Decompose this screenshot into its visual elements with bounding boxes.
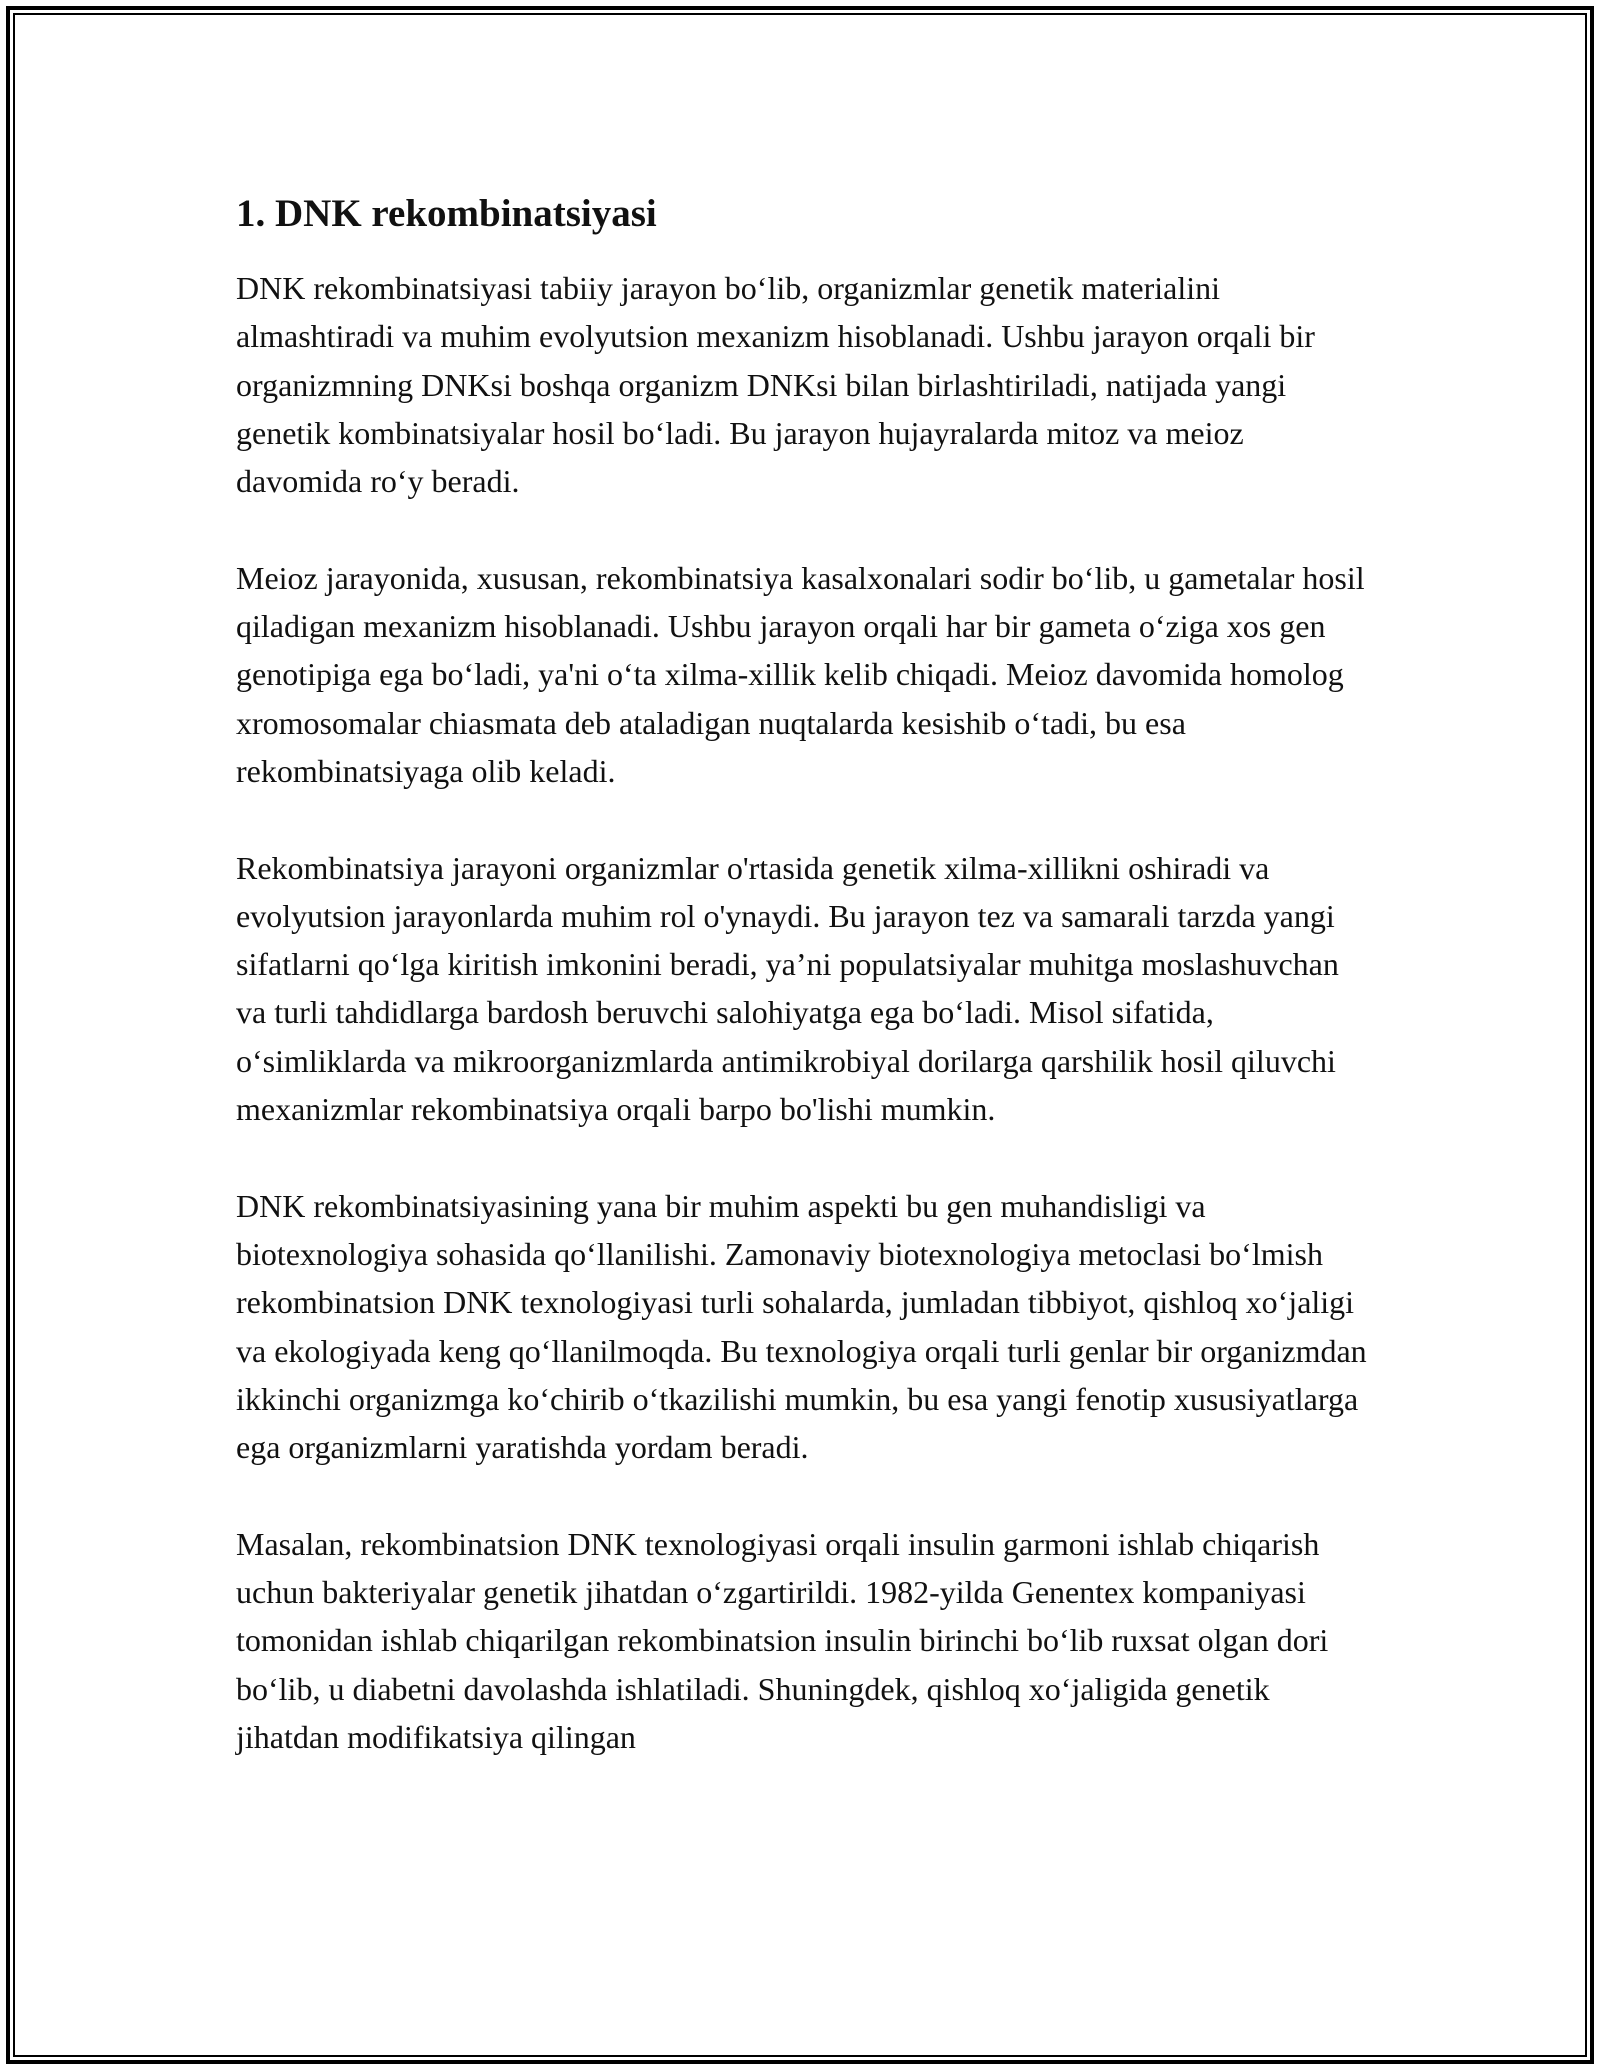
paragraph-2: Meioz jarayonida, xususan, rekombinatsiya kasalxonalari sodir bo‘lib, u gametalar hosil qiladigan mexanizm hisoblanadi. Ushbu jarayon orqali har bir gameta o‘ziga xos gen genotipiga ega bo‘ladi, ya'ni o‘ta xilma-xillik kelib chiqadi. Meioz davomida homolog xromosomalar chiasmata deb ataladigan nuqtalarda kesishib o‘tadi, bu esa rekombinatsiyaga olib keladi.: [236, 559, 1365, 789]
section-title: 1. DNK rekombinatsiyasi: [236, 192, 657, 235]
paragraph-5: Masalan, rekombinatsion DNK texnologiyasi orqali insulin garmoni ishlab chiqarish uchun bakteriyalar genetik jihatdan o‘zgartirildi. 1982-yilda Genentex kompaniyasi tomonidan ishlab chiqarilgan rekombinatsion insulin birinchi bo‘lib ruxsat olgan dori bo‘lib, u diabetni davolashda ishlatiladi. Shuningdek, qishloq xo‘jaligida genetik jihatdan modifikatsiya qilingan: [236, 1525, 1329, 1755]
paragraph-1: DNK rekombinatsiyasi tabiiy jarayon bo‘lib, organizmlar genetik materialini almashtiradi va muhim evolyutsion mexanizm hisoblanadi. Ushbu jarayon orqali bir organizmning DNKsi boshqa organizm DNKsi bilan birlashtiriladi, natijada yangi genetik kombinatsiyalar hosil bo‘ladi. Bu jarayon hujayralarda mitoz va meioz davomida ro‘y beradi.: [236, 270, 1315, 500]
page-content: [236, 186, 1376, 1761]
paragraph-3: Rekombinatsiya jarayoni organizmlar o'rtasida genetik xilma-xillikni oshiradi va evolyutsion jarayonlarda muhim rol o'ynaydi. Bu jarayon tez va samarali tarzda yangi sifatlarni qo‘lga kiritish imkonini beradi, ya’ni populatsiyalar muhitga moslashuvchan va turli tahdidlarga bardosh beruvchi salohiyatga ega bo‘ladi. Misol sifatida, o‘simliklarda va mikroorganizmlarda antimikrobiyal dorilarga qarshilik hosil qiluvchi mexanizmlar rekombinatsiya orqali barpo bo'lishi mumkin.: [236, 849, 1339, 1128]
paragraph-4: DNK rekombinatsiyasining yana bir muhim aspekti bu gen muhandisligi va biotexnologiya sohasida qo‘llanilishi. Zamonaviy biotexnologiya metoclasi bo‘lmish rekombinatsion DNK texnologiyasi turli sohalarda, jumladan tibbiyot, qishloq xo‘jaligi va ekologiyada keng qo‘llanilmoqda. Bu texnologiya orqali turli genlar bir organizmdan ikkinchi organizmga ko‘chirib o‘tkazilishi mumkin, bu esa yangi fenotip xususiyatlarga ega organizmlarni yaratishda yordam beradi.: [236, 1187, 1367, 1466]
